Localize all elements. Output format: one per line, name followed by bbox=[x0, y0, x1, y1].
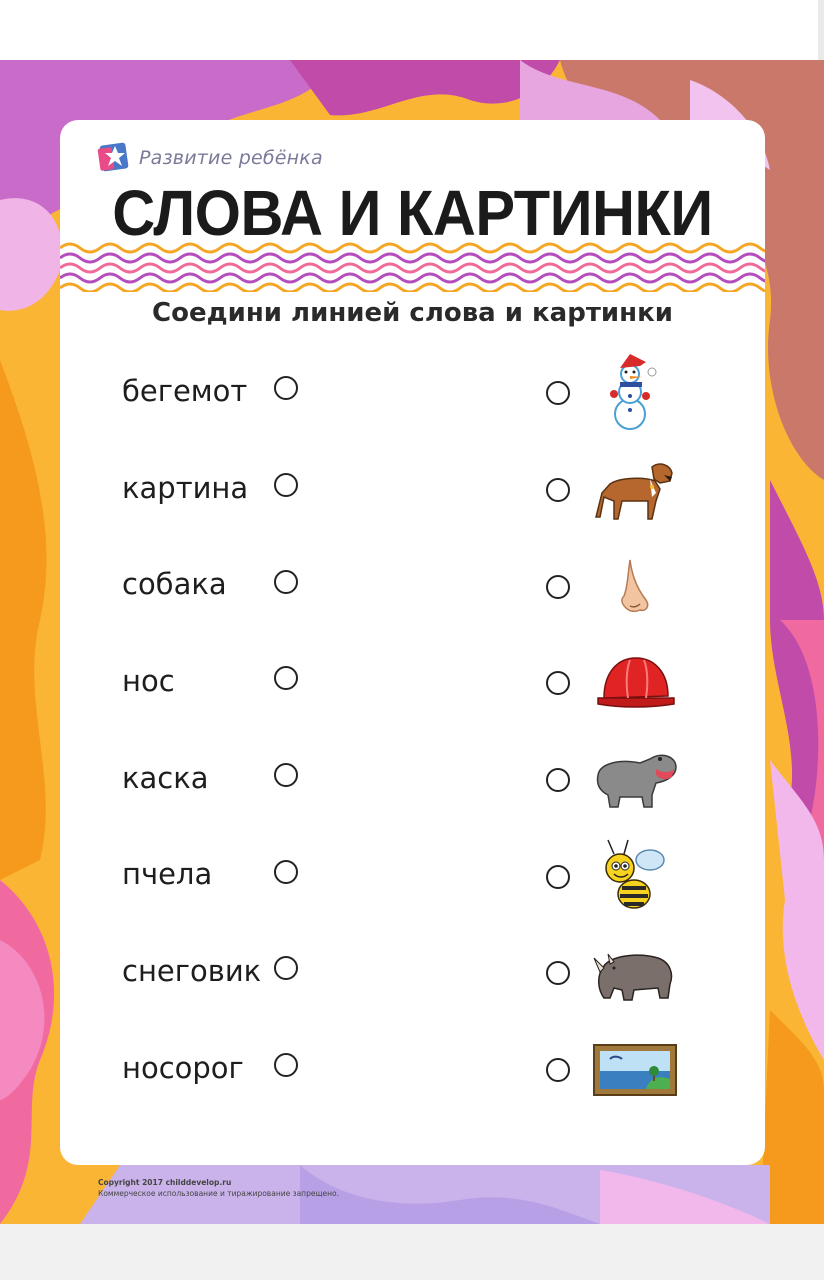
hard-hat-icon bbox=[590, 642, 680, 722]
picture-connect-dot[interactable] bbox=[546, 865, 570, 889]
picture-connect-dot[interactable] bbox=[546, 575, 570, 599]
rhino-icon bbox=[590, 932, 680, 1012]
word-label: носорог bbox=[122, 1051, 244, 1085]
usage-notice: Коммерческое использование и тиражирование запрещено. bbox=[98, 1189, 340, 1198]
painting-icon bbox=[590, 1029, 680, 1109]
word-label: картина bbox=[122, 471, 249, 505]
brand-name: Развитие ребёнка bbox=[139, 147, 323, 169]
word-connect-dot[interactable] bbox=[274, 1053, 298, 1077]
picture-connect-dot[interactable] bbox=[546, 671, 570, 695]
footer bbox=[98, 1177, 339, 1199]
page-bottom-margin bbox=[0, 1224, 824, 1280]
snowman-icon bbox=[590, 352, 680, 432]
page-edge bbox=[818, 0, 824, 60]
word-label: каска bbox=[122, 761, 209, 795]
page-title: СЛОВА И КАРТИНКИ bbox=[112, 177, 713, 249]
dog-icon bbox=[590, 449, 680, 529]
picture-connect-dot[interactable] bbox=[546, 478, 570, 502]
brand-logo bbox=[97, 138, 323, 178]
copyright-text: Copyright 2017 childdevelop.ru bbox=[98, 1178, 232, 1187]
wavy-divider bbox=[60, 240, 765, 292]
picture-connect-dot[interactable] bbox=[546, 381, 570, 405]
bee-icon bbox=[590, 836, 680, 916]
picture-connect-dot[interactable] bbox=[546, 1058, 570, 1082]
word-label: пчела bbox=[122, 857, 213, 891]
word-label: собака bbox=[122, 567, 227, 601]
word-connect-dot[interactable] bbox=[274, 763, 298, 787]
instructions: Соедини линией слова и картинки bbox=[152, 298, 673, 328]
word-connect-dot[interactable] bbox=[274, 666, 298, 690]
word-connect-dot[interactable] bbox=[274, 860, 298, 884]
word-label: снеговик bbox=[122, 954, 262, 988]
word-label: бегемот bbox=[122, 374, 248, 408]
word-connect-dot[interactable] bbox=[274, 956, 298, 980]
nose-icon bbox=[590, 546, 680, 626]
word-connect-dot[interactable] bbox=[274, 473, 298, 497]
hippo-icon bbox=[590, 739, 680, 819]
picture-connect-dot[interactable] bbox=[546, 961, 570, 985]
picture-connect-dot[interactable] bbox=[546, 768, 570, 792]
word-label: нос bbox=[122, 664, 175, 698]
word-connect-dot[interactable] bbox=[274, 570, 298, 594]
word-connect-dot[interactable] bbox=[274, 376, 298, 400]
star-logo-icon bbox=[97, 140, 133, 176]
